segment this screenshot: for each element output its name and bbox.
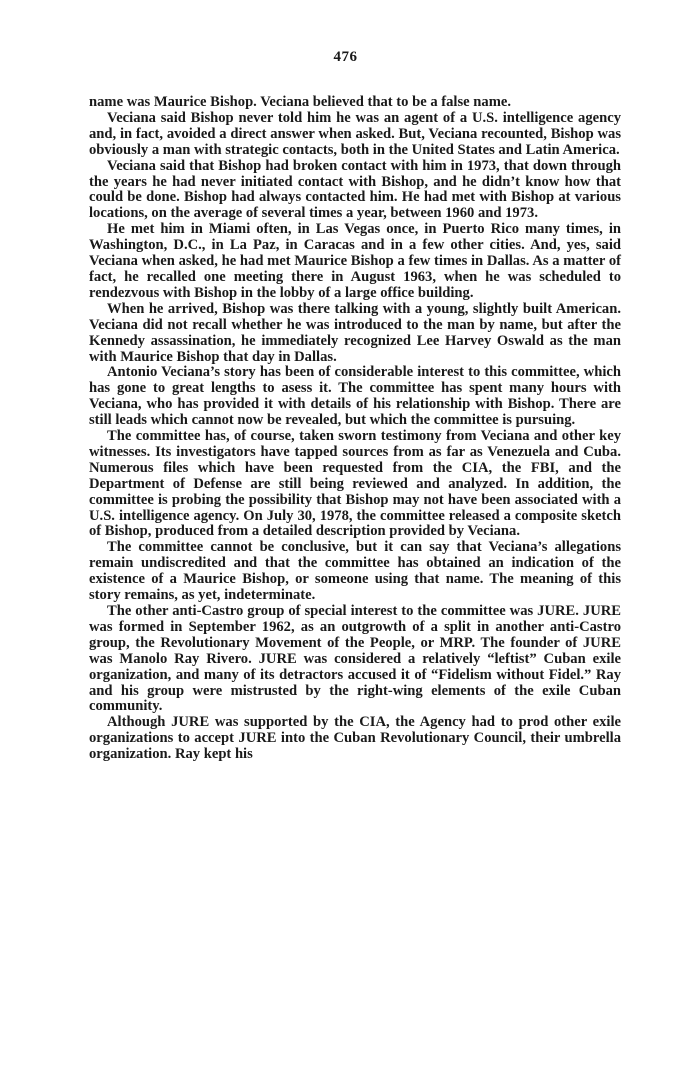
paragraph: He met him in Miami often, in Las Vegas once, in Puerto Rico many times, in Washington, D.C., in La Paz, in Caracas and in a few other cities. And, yes, said Veciana when asked, he had met Maurice Bishop a few times in Dallas. As a matter of fact, he recalled one meeting there in August 1963, when he was scheduled to rendezvous with Bishop in the lobby of a large office building. (89, 221, 621, 301)
paragraph: When he arrived, Bishop was there talking with a young, slightly built American. Veciana did not recall whether he was introduced to the man by name, but after the Kennedy assassination, he immediately recognized Lee Harvey Oswald as the man with Maurice Bishop that day in Dallas. (89, 300, 621, 365)
paragraph: Antonio Veciana’s story has been of considerable interest to this committee, which has gone to great lengths to asess it. The committee has spent many hours with Veciana, who has provided it with details of his relationship with Bishop. There are still leads which cannot now be revealed, but which the committee is pursuing. (89, 364, 621, 429)
paragraph: The committee has, of course, taken sworn testimony from Veciana and other key witnesses. Its investigators have tapped sources from as far as Venezuela and Cuba. Numerous files which have been requested from the CIA, the FBI, and the Department of Defense are still being reviewed and analyzed. In addition, the committee is probing the possibility that Bishop may not have been associated with a U.S. intelligence agency. On July 30, 1978, the committee released a composite sketch of Bishop, produced from a detailed description provided by Veciana. (89, 428, 621, 540)
document-body (89, 95, 621, 763)
paragraph: Veciana said Bishop never told him he was an agent of a U.S. intelligence agency and, in fact, avoided a direct answer when asked. But, Veciana recounted, Bishop was obviously a man with strategic contacts, both in the United States and Latin America. (89, 109, 621, 158)
paragraph: Although JURE was supported by the CIA, the Agency had to prod other exile organizations to accept JURE into the Cuban Revolutionary Council, their umbrella organization. Ray kept his (89, 714, 621, 763)
page-number: 476 (333, 49, 358, 65)
paragraph: The other anti-Castro group of special interest to the committee was JURE. JURE was formed in September 1962, as an outgrowth of a split in another anti-Castro group, the Revolutionary Movement of the People, or MRP. The founder of JURE was Manolo Ray Rivero. JURE was considered a relatively “leftist” Cuban exile organization, and many of its detractors accused it of “Fidelism without Fidel.” Ray and his group were mistrusted by the right-wing elements of the exile Cuban community. (89, 603, 621, 715)
paragraph: name was Maurice Bishop. Veciana believed that to be a false name. (89, 94, 511, 110)
paragraph: The committee cannot be conclusive, but it can say that Veciana’s allegations remain undiscredited and that the committee has obtained an indication of the existence of a Maurice Bishop, or someone using that name. The meaning of this story remains, as yet, indeterminate. (89, 539, 621, 604)
paragraph: Veciana said that Bishop had broken contact with him in 1973, that down through the years he had never initiated contact with Bishop, and he didn’t know how that could be done. Bishop had always contacted him. He had met with Bishop at various locations, on the average of several times a year, between 1960 and 1973. (89, 157, 621, 222)
